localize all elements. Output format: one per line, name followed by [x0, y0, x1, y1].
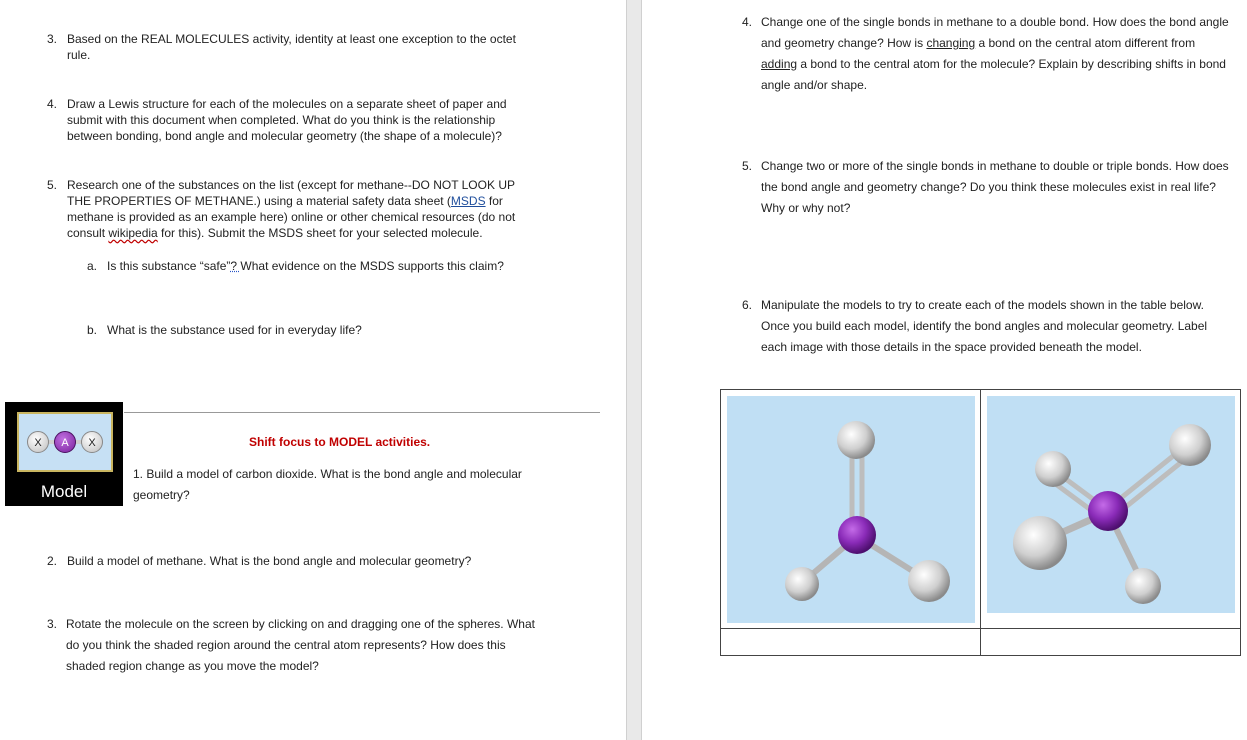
- atom-x-right: X: [81, 431, 103, 453]
- atom-white: [1169, 424, 1211, 466]
- question-number: 3.: [47, 617, 58, 631]
- molecule-image-bent-double-bond: [987, 396, 1235, 613]
- section-divider: [124, 412, 600, 413]
- question-text: Change one of the single bonds in methane to a double bond. How does the bond angle: [761, 15, 1229, 29]
- spelling-error-word[interactable]: wikipedia: [108, 226, 158, 240]
- text-run: and geometry change? How is: [761, 36, 927, 50]
- msds-link[interactable]: MSDS: [450, 194, 486, 208]
- atom-a-center: A: [54, 431, 76, 453]
- atom-white: [1125, 568, 1161, 604]
- atom-central: [1088, 491, 1128, 531]
- question-number: 2.: [47, 554, 58, 568]
- text-run: consult: [67, 226, 109, 240]
- question-text: Rotate the molecule on the screen by clicking on and dragging one of the spheres. What: [66, 617, 535, 631]
- question-text: Manipulate the models to try to create each of the models shown in the table below.: [761, 298, 1204, 312]
- table-divider: [721, 628, 1240, 629]
- molecule-image-trigonal-planar-double-bond: [727, 396, 975, 623]
- question-text: Draw a Lewis structure for each of the molecules on a separate sheet of paper and: [67, 97, 507, 111]
- question-number: 6.: [742, 298, 753, 312]
- question-text: between bonding, bond angle and molecular geometry (the shape of a molecule)?: [67, 129, 502, 143]
- question-text: submit with this document when completed. What do you think is the relationship: [67, 113, 496, 127]
- question-text: Based on the REAL MOLECULES activity, identity at least one exception to the octet: [67, 32, 516, 46]
- bond: [1117, 456, 1189, 514]
- question-text: do you think the shaded region around the central atom represents? How does this: [66, 638, 506, 652]
- text-run: THE PROPERTIES OF METHANE.) using a material safety data sheet (: [67, 194, 451, 208]
- question-text: What is the substance used for in everyday life?: [107, 323, 362, 337]
- atom-x-left: X: [27, 431, 49, 453]
- molecule-render: [987, 396, 1235, 613]
- question-number: 5.: [47, 178, 58, 192]
- question-text: [761, 54, 1229, 75]
- text-run: for this). Submit the MSDS sheet for your selected molecule.: [157, 226, 483, 240]
- model-badge: [5, 402, 123, 506]
- question-text: [67, 193, 515, 209]
- atom-white: [908, 560, 950, 602]
- question-text: Change two or more of the single bonds in methane to double or triple bonds. How does: [761, 159, 1229, 173]
- text-run: Is this substance “safe”: [107, 259, 231, 273]
- text-run: for: [485, 194, 503, 208]
- molecule-render: [727, 396, 975, 623]
- question-number: 4.: [47, 97, 58, 111]
- question-text: Build a model of methane. What is the bond angle and molecular geometry?: [67, 554, 472, 568]
- question-number: 5.: [742, 159, 753, 173]
- underlined-word: adding: [761, 57, 798, 71]
- text-run: a bond on the central atom different from: [975, 36, 1196, 50]
- model-label: Model: [40, 482, 88, 501]
- question-number: b.: [87, 323, 98, 337]
- question-text: Once you build each model, identify the bond angles and molecular geometry. Label: [761, 319, 1208, 333]
- question-text: rule.: [67, 48, 91, 62]
- question-number: 3.: [47, 32, 58, 46]
- question-text: [67, 225, 515, 241]
- page-gutter: [626, 0, 642, 740]
- question-number: a.: [87, 259, 98, 273]
- model-question-1: [133, 464, 603, 506]
- question-text: shaded region change as you move the model?: [66, 659, 319, 673]
- model-table: [720, 389, 1241, 656]
- question-text: each image with those details in the space provided beneath the model.: [761, 340, 1142, 354]
- question-text: Why or why not?: [761, 201, 851, 215]
- atom-white: [1013, 516, 1067, 570]
- question-text: methane is provided as an example here) online or other chemical resources (do not: [67, 210, 516, 224]
- question-number: 4.: [742, 15, 753, 29]
- atom-white: [1035, 451, 1071, 487]
- document-page-right: [642, 0, 1247, 740]
- atom-white: [785, 567, 819, 601]
- atom-white: [837, 421, 875, 459]
- underlined-word: changing: [926, 36, 976, 50]
- model-icon: [17, 412, 113, 472]
- text-run: What evidence on the MSDS supports this claim?: [240, 259, 504, 273]
- question-text: angle and/or shape.: [761, 78, 868, 92]
- section-heading: Shift focus to MODEL activities.: [249, 435, 431, 449]
- table-divider: [980, 390, 981, 655]
- question-text: 1. Build a model of carbon dioxide. What is the bond angle and molecular: [133, 467, 522, 481]
- question-text: [761, 33, 1229, 54]
- grammar-mark[interactable]: ?: [230, 259, 241, 273]
- question-text: Research one of the substances on the list (except for methane--DO NOT LOOK UP: [67, 178, 515, 192]
- atom-central: [838, 516, 876, 554]
- text-run: a bond to the central atom for the molecule? Explain by describing shifts in bond: [797, 57, 1226, 71]
- question-text: geometry?: [133, 488, 190, 502]
- question-text: the bond angle and geometry change? Do you think these molecules exist in real life?: [761, 180, 1216, 194]
